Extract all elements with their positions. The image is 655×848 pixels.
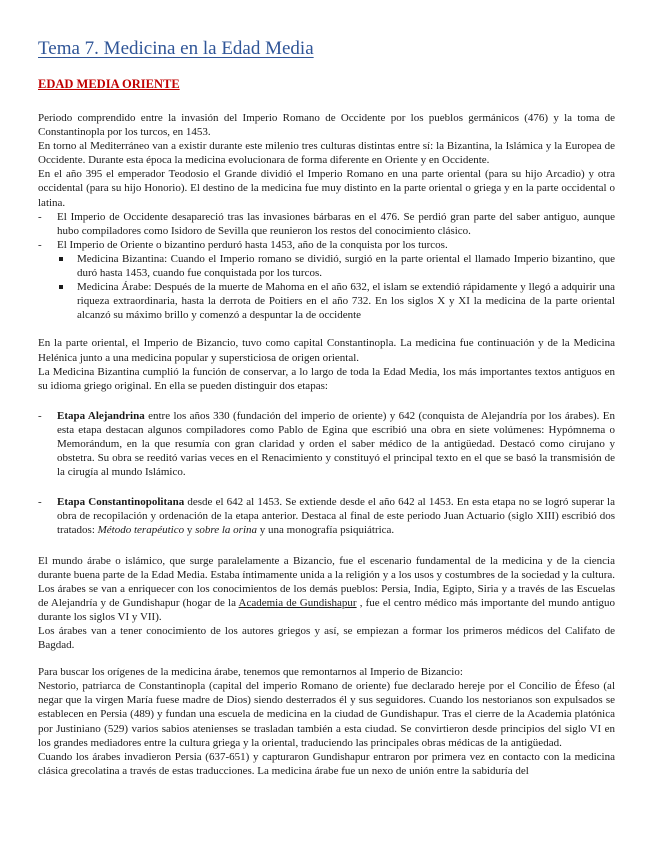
obra-sobre-la-orina: sobre la orina	[195, 524, 258, 537]
etapa-alejandrina-item	[38, 409, 615, 479]
arabe-paragraph-1-start: El mundo árabe o islámico, que surge paralelamente a Bizancio, fue el escenario fundamental de la medicina y de la ciencia durante buena parte de la Edad Media. Estaba íntimamente unida a la religión y a los usos y costumbres de la sociedad y la cultura. Los árabes se van a enriquecer con los conocimientos de los demás pueblos: Persia, India, Egipto, Siria y a través de las Escuelas de Alejandría y de Gundishapur (hogar de la	[38, 554, 615, 609]
medicina-arabe-item: Medicina Árabe: Después de la muerte de Mahoma en el año 632, el islam se extendió rápidamente y llegó a adquirir una riqueza extraordinaria, hasta la derrota de Poitiers en el año 732. En los siglos X y XI la medicina de la parte oriental alcanzó su máximo brillo y comenzó a despuntar la de occidente	[57, 280, 615, 322]
arabe-paragraph-1	[38, 554, 615, 624]
empire-oriente-item	[38, 238, 615, 252]
empire-oriente-text: El Imperio de Oriente o bizantino perduró hasta 1453, año de la conquista por los turcos.	[57, 238, 448, 251]
origenes-paragraph-1: Para buscar los orígenes de la medicina árabe, tenemos que remontarnos al Imperio de Bizancio:	[38, 666, 463, 679]
empire-occidente-item: - El Imperio de Occidente desapareció tras las invasiones bárbaras en el 476. Se perdió gran parte del saber antiguo, aunque hubo compiladores como Isidoro de Sevilla que reunieron los restos del conocimiento clásico.	[38, 210, 615, 238]
arabe-paragraph-1-end: , fue el centro médico más importante del mundo antiguo durante los siglos VI y VII).	[38, 596, 615, 623]
etapas-list	[38, 409, 615, 479]
section-heading: EDAD MEDIA ORIENTE	[38, 77, 180, 91]
conjunction-1: y	[184, 524, 196, 537]
bizancio-paragraph-2: La Medicina Bizantina cumplió la función de conservar, a lo largo de toda la Edad Media, los más importantes textos antiguos en su idioma griego original. En ella se pueden distinguir dos etapas:	[38, 365, 615, 392]
medicine-sublist	[38, 252, 615, 322]
etapa-alejandrina-text: entre los años 330 (fundación del imperio de oriente) y 642 (conquista de Alejandría por los árabes). En esta etapa destacan algunos compiladores como Pablo de Egina que escribió una obra en siete volúmenes: Hypómnema o Memorándum, en la que resumía con gran claridad y orden el saber médico de la antigüedad. Destacó como cirujano y obstetra. Su obra se reeditó varias veces en el Renacimiento y constituyó el principal texto en el que se basó la transmisión de la cirugía al mundo Islámico.	[57, 409, 615, 479]
origenes-paragraph-2: Nestorio, patriarca de Constantinopla (capital del imperio Romano de oriente) fue declarado hereje por el Concilio de Éfeso (al negar que la virgen María fuese madre de Dios) siendo desterrados él y sus seguidores. Cuando los nestorianos son expulsados se establecen en Persia (489) y fundan una escuela de medicina en la ciudad de Gundishapur. Tras el cierre de la Academia platónica por Justiniano (529) varios sabios atenienses se trasladan también a esta ciudad. Se convirtieron desde principios del siglo VI en los grandes mediadores entre la cultura griega y la oriental, traduciendo las principales obras médicas de la antigüedad.	[38, 680, 615, 749]
etapa-alejandrina-title: Etapa Alejandrina	[57, 409, 145, 422]
arabe-paragraph-2: Los árabes van a tener conocimiento de los autores griegos y así, se empiezan a formar los primeros médicos del Califato de Bagdad.	[38, 625, 615, 652]
academia-gundishapur-link[interactable]: Academia de Gundishapur	[238, 596, 357, 609]
conjunction-2: y una monografía psiquiátrica.	[257, 524, 395, 537]
etapas-list-2	[38, 495, 615, 537]
etapa-constantinopolitana-title: Etapa Constantinopolitana	[57, 496, 185, 509]
etapa-constantinopolitana-item	[38, 495, 615, 537]
intro-paragraph-1: Periodo comprendido entre la invasión del Imperio Romano de Occidente por los pueblos germánicos (476) y la toma de Constantinopla por los turcos, en 1453.	[38, 112, 615, 139]
medicina-bizantina-item: Medicina Bizantina: Cuando el Imperio romano se dividió, surgió en la parte oriental el llamado Imperio bizantino, que duró hasta 1453, cuando fue conquistada por los turcos.	[57, 252, 615, 280]
etapa-constantinopolitana-text: desde el 642 al 1453. Se extiende desde el año 642 al 1453. En esta etapa no se logró superar la obra de recopilación y ordenación de la etapa anterior. Destaca al final de este periodo Juan Actuario (siglo XIII) escribió dos tratados:	[57, 496, 615, 537]
intro-paragraph-2: En torno al Mediterráneo van a existir durante este milenio tres culturas distintas entre sí: la Bizantina, la Islámica y la Europea de Occidente. Durante esta época la medicina evolucionara de forma diferente en Oriente y en Occidente.	[38, 140, 615, 167]
intro-paragraph-3: En el año 395 el emperador Teodosio el Grande dividió el Imperio Romano en una parte oriental (para su hijo Arcadio) y otra occidental (para su hijo Honorio). El destino de la medicina fue muy distinto en la parte oriental o griega y en la parte occidental o latina.	[38, 168, 615, 209]
empire-list	[38, 210, 615, 252]
document-title: Tema 7. Medicina en la Edad Media	[38, 38, 314, 59]
bizancio-paragraph-1: En la parte oriental, el Imperio de Bizancio, tuvo como capital Constantinopla. La medicina fue continuación y de la Medicina Helénica junto a una medicina popular y supersticiosa de origen oriental.	[38, 337, 615, 364]
obra-metodo-terapeutico: Método terapéutico	[97, 524, 185, 537]
origenes-paragraph-3: Cuando los árabes invadieron Persia (637-651) y capturaron Gundishapur entraron por primera vez en contacto con la medicina clásica grecolatina a través de estas traducciones. La medicina árabe fue un nexo de unión entre la sabiduría del	[38, 750, 615, 777]
